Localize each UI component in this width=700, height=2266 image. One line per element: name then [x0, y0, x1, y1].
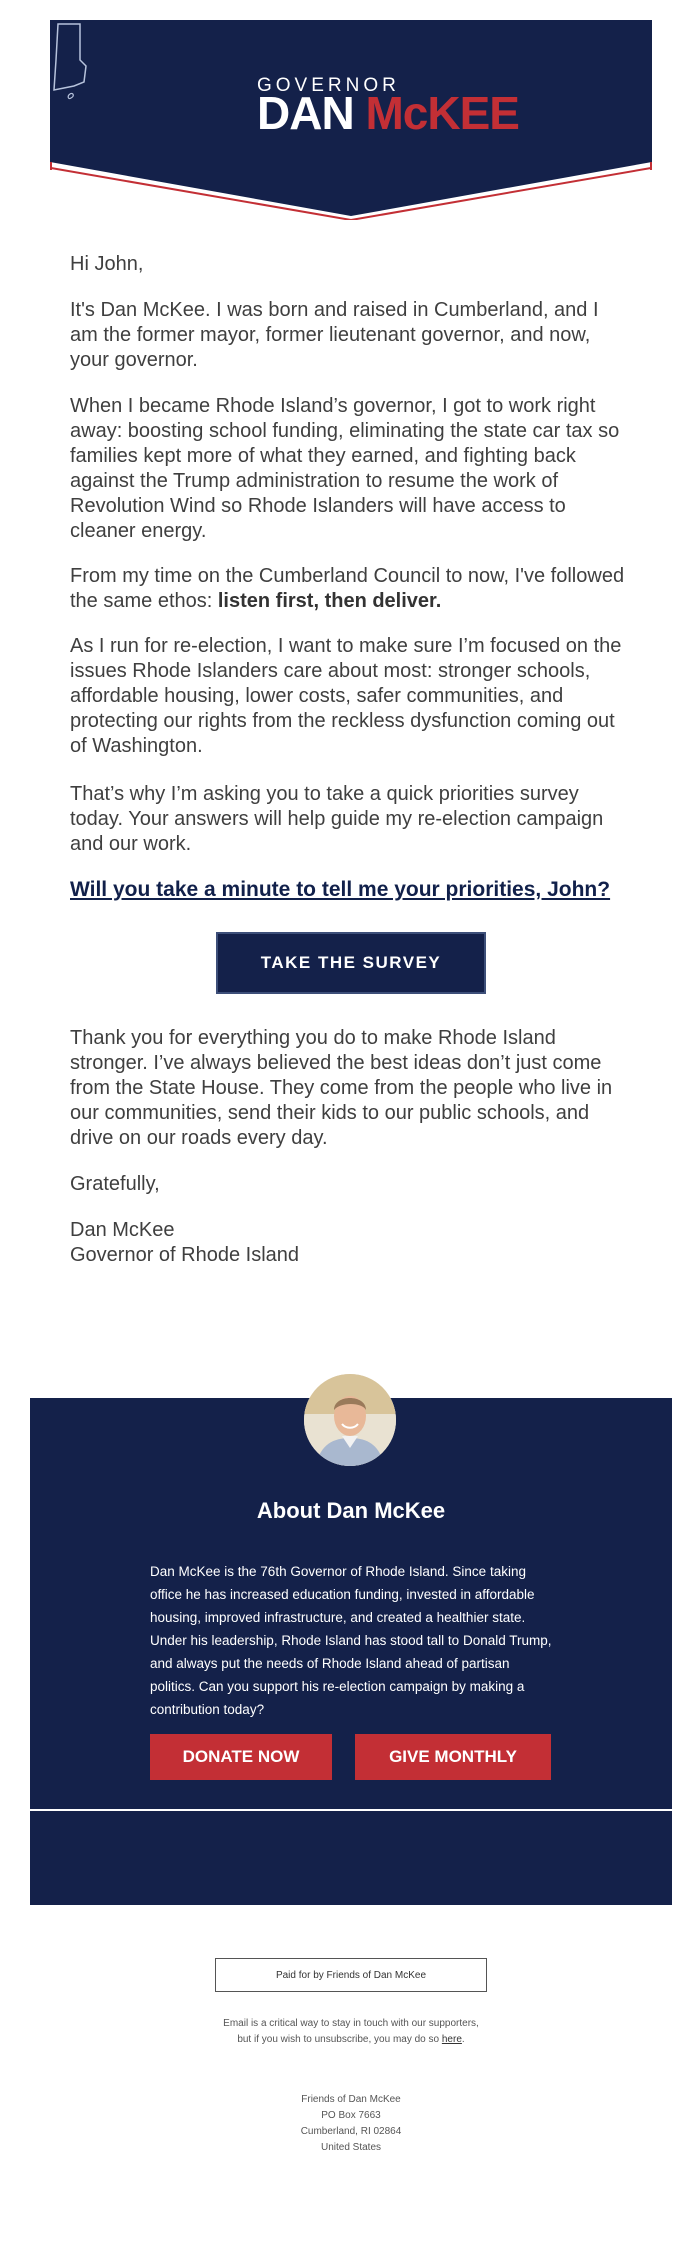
letter-paragraph: As I run for re-election, I want to make sure I’m focused on the issues Rhode Islanders care about most: stronger schools, affordable housing, lower costs, safer communities, and protecting our rights from the reckless dysfunction coming out of Washington. [70, 635, 622, 757]
paid-for-disclaimer: Paid for by Friends of Dan McKee [215, 1958, 487, 1992]
greeting: Hi John, [70, 253, 144, 275]
unsubscribe-link[interactable]: here [441, 2034, 462, 2045]
unsubscribe-text: Email is a critical way to stay in touch with our supporters, but if you wish to unsubscribe, you may do so here. [223, 2018, 479, 2045]
signature-title: Governor of Rhode Island [70, 1244, 300, 1266]
letter-paragraph: That’s why I’m asking you to take a quick priorities survey today. Your answers will help guide my re-election campaign and our work. [70, 783, 604, 855]
priorities-survey-link[interactable]: Will you take a minute to tell me your priorities, John? [70, 878, 611, 901]
give-monthly-button[interactable]: GIVE MONTHLY [355, 1734, 551, 1780]
bold-phrase: listen first, then deliver. [217, 590, 442, 612]
paragraph-text: From my time on the Cumberland Council to now, I've followed the same ethos: [70, 565, 625, 612]
about-title: About Dan McKee [256, 1498, 446, 1523]
logo-first-name: DAN [257, 87, 354, 139]
address-country: United States [320, 2142, 382, 2153]
logo-title: GOVERNOR [257, 75, 400, 96]
address-city: Cumberland, RI 02864 [300, 2126, 402, 2137]
about-description: Dan McKee is the 76th Governor of Rhode Island. Since taking office he has increased education funding, invested in affordable housing, improved infrastructure, and created a healthier state. Under his leadership, Rhode Island has stood tall to Donald Trump, and always put the needs of Rhode Island ahead of partisan politics. Can you support his re-election campaign by making a contribution today? [150, 1564, 552, 1717]
donate-now-button[interactable]: DONATE NOW [150, 1734, 332, 1780]
letter-paragraph [70, 564, 630, 614]
rhode-island-icon [50, 20, 90, 110]
closing: Gratefully, [70, 1173, 160, 1195]
governor-portrait [304, 1374, 396, 1466]
address-box: PO Box 7663 [321, 2110, 381, 2121]
take-survey-button[interactable]: TAKE THE SURVEY [216, 932, 486, 994]
header-banner [50, 20, 652, 220]
avatar [304, 1374, 396, 1466]
signature-name: Dan McKee [70, 1219, 175, 1241]
address-name: Friends of Dan McKee [301, 2094, 401, 2105]
logo-last-name: McKEE [365, 87, 519, 139]
letter-paragraph: It's Dan McKee. I was born and raised in Cumberland, and I am the former mayor, former lieutenant governor, and now, your governor. [70, 299, 599, 371]
letter-paragraph: Thank you for everything you do to make Rhode Island stronger. I’ve always believed the best ideas don’t just come from the State House. They come from the people who live in our communities, send their kids to our public schools, and drive on our roads every day. [70, 1027, 613, 1149]
mailing-address [215, 2092, 487, 2156]
section-divider [30, 1809, 672, 1811]
unsubscribe-message: Email is a critical way to stay in touch with our supporters, but if you wish to unsubscribe, you may do so [223, 2018, 479, 2045]
letter-paragraph: When I became Rhode Island’s governor, I got to work right away: boosting school funding, eliminating the state car tax so families kept more of what they earned, and fighting back against the Trump administration to resume the work of Revolution Wind so Rhode Islanders will have access to cleaner energy. [70, 395, 620, 542]
logo-name [257, 87, 519, 139]
